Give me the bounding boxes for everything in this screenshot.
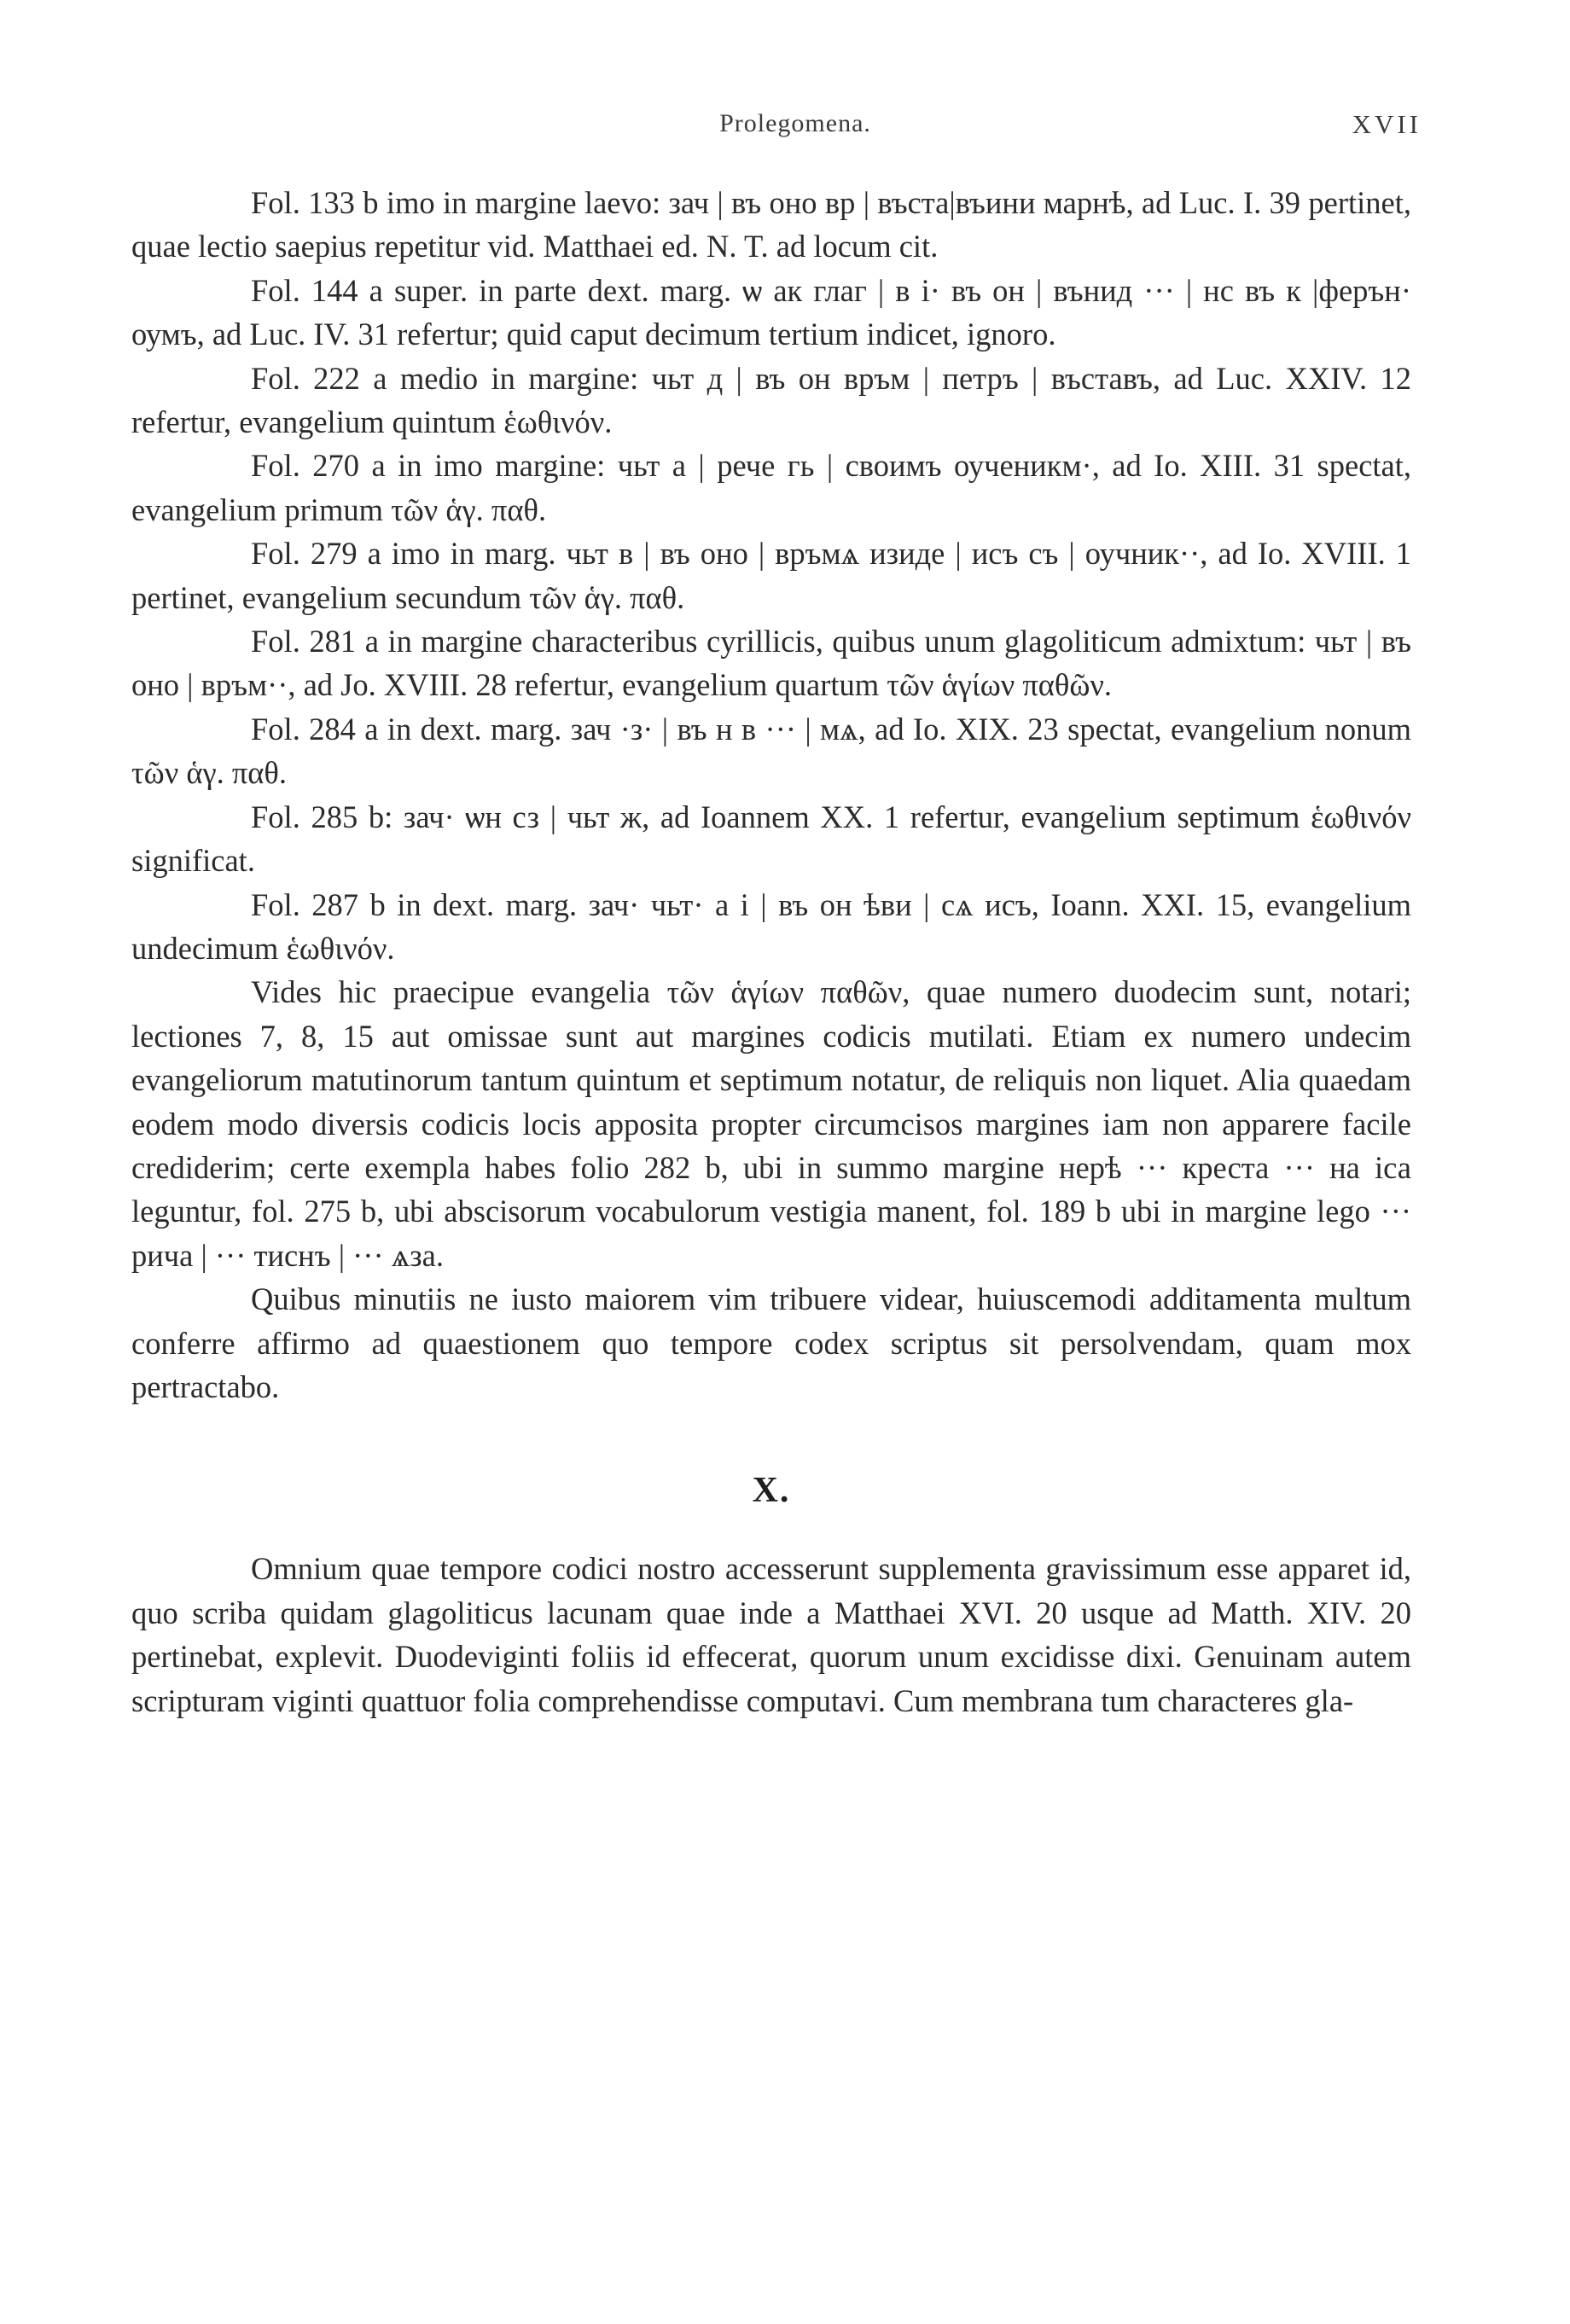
note-fol-281a: Fol. 281 a in margine characteribus cyrillicis, quibus unum glagoliticum admixtum: чьт | въ оно | връм··, ad Jo. XVIII. 28 refertur, evangelium quartum τῶν ἁγίων παθῶν.: [131, 624, 1411, 703]
paragraph-quibus: Quibus minutiis ne iusto maiorem vim tribuere videar, huiuscemodi additamenta multum conferre affirmo ad quaestionem quo tempore codex scriptus sit persolvendam, quam mox pertractabo.: [131, 1281, 1411, 1404]
text-block: [131, 181, 1411, 1723]
running-head: [169, 109, 1422, 143]
note-fol-222a: Fol. 222 a medio in margine: чьт д | въ он връм | петръ | въставъ, ad Luc. XXIV. 12 refertur, evangelium quintum ἑωθινόν.: [131, 360, 1411, 440]
running-title: Prolegomena.: [719, 109, 871, 137]
page-number: XVII: [1352, 109, 1422, 139]
paragraph-vides: Vides hic praecipue evangelia τῶν ἁγίων παθῶν, quae numero duodecim sunt, notari; lectiones 7, 8, 15 aut omissae sunt aut margines codicis mutilati. Etiam ex numero undecim evangeliorum matutinorum tantum quintum et septimum notatur, de reliquis non liquet. Alia quaedam eodem modo diversis codicis locis apposita propter circumcisos margines iam non apparere facile crediderim; certe exempla habes folio 282 b, ubi in summo margine нерѣ ··· креста ··· на іса leguntur, fol. 275 b, ubi abscisorum vocabulorum vestigia manent, fol. 189 b ubi in margine lego ··· рича | ··· тиснъ | ··· ѧза.: [131, 974, 1411, 1273]
note-fol-133b: Fol. 133 b imo in margine laevo: зач | въ оно вр | въста|въини марнѣ, ad Luc. I. 39 pertinet, quae lectio saepius repetitur vid. Matthaei ed. N. T. ad locum cit.: [131, 185, 1411, 264]
note-fol-144a: Fol. 144 a super. in parte dext. marg. ѡ ак глаг | в і· въ он | вънид ··· | нс въ к |ферън· оумъ, ad Luc. IV. 31 refertur; quid caput decimum tertium indicet, ignoro.: [131, 272, 1411, 352]
note-fol-287b: Fol. 287 b in dext. marg. зач· чьт· а і | въ он ѣви | сѧ исъ, Ioann. XXI. 15, evangelium undecimum ἑωθινόν.: [131, 886, 1411, 966]
section-heading: X.: [752, 1471, 791, 1511]
note-fol-285b: Fol. 285 b: зач· ѡн сз | чьт ж, ad Ioannem XX. 1 refertur, evangelium septimum ἑωθινόν significat.: [131, 799, 1411, 879]
note-fol-284a: Fol. 284 a in dext. marg. зач ·з· | въ н в ··· | мѧ, ad Io. XIX. 23 spectat, evangelium nonum τῶν ἁγ. παθ.: [131, 711, 1411, 791]
note-fol-270a: Fol. 270 a in imo margine: чьт а | рече гь | своимъ оученикм·, ad Io. XIII. 31 spectat, evangelium primum τῶν ἁγ. παθ.: [131, 448, 1411, 527]
paragraph-omnium: Omnium quae tempore codici nostro accesserunt supplementa gravissimum esse apparet id, quo scriba quidam glagoliticus lacunam quae inde a Matthaei XVI. 20 usque ad Matth. XIV. 20 pertinebat, explevit. Duodeviginti foliis id effecerat, quorum unum excidisse dixi. Genuinam autem scripturam viginti quattuor folia comprehendisse computavi. Cum membrana tum characteres gla-: [131, 1551, 1411, 1718]
note-fol-279a: Fol. 279 a imo in marg. чьт в | въ оно | връмѧ изиде | исъ съ | оучник··, ad Io. XVIII. 1 pertinet, evangelium secundum τῶν ἁγ. παθ.: [131, 536, 1411, 615]
